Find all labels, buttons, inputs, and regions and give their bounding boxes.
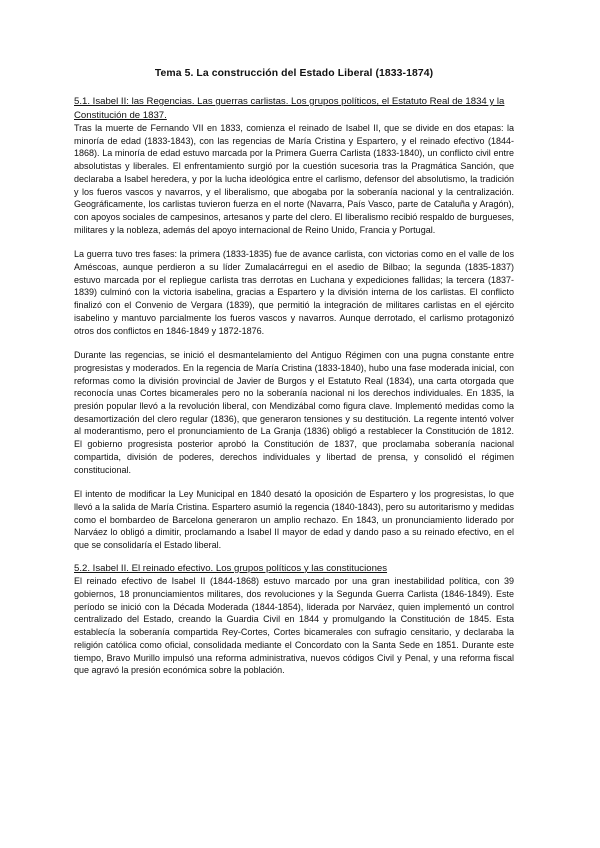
paragraph: La guerra tuvo tres fases: la primera (1833-1835) fue de avance carlista, con victorias como en el valle de los Améscoas, aunque perdieron a su líder Zumalacárregui en el asedio de Bilbao; la segunda (1835-1837) estuvo marcada por el repliegue carlista tras derrotas en Luchana y expediciones fallidas; la tercera (1837-1839) culminó con la victoria isabelina, gracias a Espartero y la división interna de los carlistas. El conflicto finalizó con el Convenio de Vergara (1839), que permitió la integración de militares carlistas en el ejército isabelino y mantuvo parcialmente los fueros vascos y navarros. Aunque derrotado, el carlismo protagonizó otros dos conflictos en 1846-1849 y 1872-1876. [74, 249, 514, 336]
section-heading: 5.2. Isabel II. El reinado efectivo. Los grupos políticos y las constituciones [74, 562, 388, 574]
section-5-2 [74, 562, 514, 677]
paragraph: El reinado efectivo de Isabel II (1844-1868) estuvo marcado por una gran inestabilidad política, con 39 gobiernos, 18 pronunciamientos militares, dos revoluciones y la Segunda Guerra Carlista (1846-1849). Este período se inició con la Década Moderada (1844-1854), liderada por Narváez, quien implementó un control centralizado del Estado, creando la Guardia Civil en 1844 y promulgando la Constitución de 1845. Esta establecía la soberanía compartida Rey-Cortes, Cortes bicamerales con sufragio censitario, y declaraba la religión católica como oficial, consolidada mediante el Concordato con la Santa Sede en 1851. Durante este tiempo, Bravo Murillo impulsó una reforma administrativa, nuevos códigos Civil y Penal, y una reforma fiscal que agravó la presión económica sobre la población. [74, 576, 514, 676]
paragraph: Durante las regencias, se inició el desmantelamiento del Antiguo Régimen con una pugna constante entre progresistas y moderados. En la regencia de María Cristina (1833-1840), hubo una fase moderada inicial, con reformas como la división provincial de Javier de Burgos y el Estatuto Real (1834), una carta otorgada que reconocía unas Cortes bicamerales pero no la soberanía nacional ni los derechos individuales. En 1835, la presión popular llevó a la revolución liberal, con Mendizábal como figura clave. Implementó medidas como la desamortización del clero regular (1836), que generaron tensiones y su destitución. La regente intentó volver al moderantismo, pero el pronunciamiento de La Granja (1836) obligó a restablecer la Constitución de 1812. El gobierno progresista posterior aprobó la Constitución de 1837, que proclamaba soberanía nacional compartida, división de poderes, derechos individuales y libertad de prensa, y consolidó el régimen constitucional. [74, 350, 514, 475]
document-title: Tema 5. La construcción del Estado Liberal (1833-1874) [154, 68, 434, 79]
paragraph: El intento de modificar la Ley Municipal en 1840 desató la oposición de Espartero y los progresistas, lo que llevó a la salida de María Cristina. Espartero asumió la regencia (1840-1843), pero su autoritarismo y medidas como el bombardeo de Barcelona generaron un amplio rechazo. En 1843, un pronunciamiento liderado por Narváez lo obligó a dimitir, proclamando a Isabel II mayor de edad y dando paso a su reinado efectivo, en el que se consolidaría el Estado liberal. [74, 489, 514, 551]
paragraph: Tras la muerte de Fernando VII en 1833, comienza el reinado de Isabel II, que se divide en dos etapas: la minoría de edad (1833-1843), con las regencias de María Cristina y Espartero, y el reinado efectivo (1844-1868). La minoría de edad estuvo marcada por la Primera Guerra Carlista (1833-1840), un conflicto civil entre absolutistas y liberales. El enfrentamiento surgió por la cuestión sucesoria tras la Pragmática Sanción, que declaraba a Isabel heredera, y por la lucha ideológica entre el carlismo, defensor del absolutismo, la tradición y los fueros vascos y navarros, y el liberalismo, que abogaba por la soberanía nacional y la centralización. Geográficamente, los carlistas tuvieron fuerza en el norte (Navarra, País Vasco, parte de Cataluña y Aragón), con apoyos sociales de campesinos, artesanos y parte del clero. El liberalismo recibió respaldo de burgueses, militares y la nobleza, además del apoyo internacional de Reino Unido, Francia y Portugal. [74, 123, 514, 235]
section-heading: 5.1. Isabel II: las Regencias. Las guerras carlistas. Los grupos políticos, el Estatuto Real de 1834 y la Constitución de 1837. [74, 96, 505, 121]
section-5-1 [74, 95, 514, 552]
